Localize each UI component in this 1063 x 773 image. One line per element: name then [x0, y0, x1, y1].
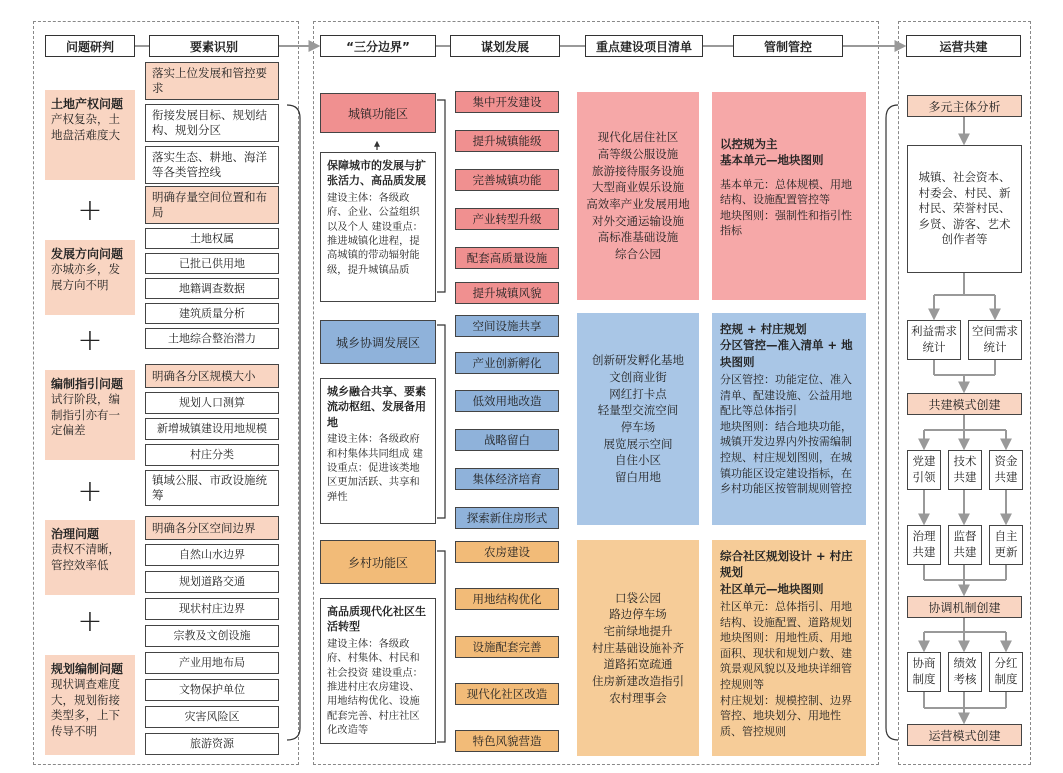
- project-item: 口袋公园: [615, 590, 661, 605]
- problem-title: 土地产权问题: [51, 97, 124, 111]
- project-item: 文创商业街: [609, 369, 667, 384]
- ops-subjects: 城镇、社会资本、村委会、村民、新村民、荣誉村民、乡贤、游客、艺术创作者等: [907, 145, 1022, 273]
- problem-guidance: [45, 370, 135, 460]
- ops-mode: 党建引领: [907, 450, 941, 490]
- project-item: 村庄基础设施补齐: [592, 640, 684, 655]
- action-item: 用地结构优化: [455, 588, 559, 610]
- ops-need-space: 空间需求统计: [968, 320, 1022, 360]
- problem-governance: [45, 520, 135, 595]
- control-title: 综合社区规划设计 + 村庄规划 社区单元—地块图则: [720, 549, 853, 596]
- plus-icon: +: [77, 193, 103, 228]
- element-group-head: 明确各分区规模大小: [145, 364, 279, 388]
- ops-mech: 分红制度: [989, 652, 1023, 692]
- element-item: 土地综合整治潜力: [145, 328, 279, 349]
- projects-urban: [577, 92, 699, 300]
- action-item: 配套高质量设施: [455, 247, 559, 269]
- problem-direction: [45, 240, 135, 315]
- zone-rural: 乡村功能区: [320, 540, 436, 584]
- project-item: 停车场: [620, 420, 656, 434]
- project-item: 现代化居住社区: [597, 130, 679, 145]
- plus-icon: +: [77, 323, 103, 358]
- control-title: 以控规为主 基本单元—地块图则: [720, 137, 824, 168]
- header-operation: 运营共建: [906, 35, 1021, 57]
- control-urban-rural: [712, 313, 866, 525]
- ops-ops-create: 运营模式创建: [907, 724, 1022, 746]
- zone-urban-desc: [320, 152, 436, 302]
- header-control: 管制管控: [733, 35, 843, 57]
- action-item: 现代化社区改造: [455, 683, 559, 705]
- problem-title: 治理问题: [51, 527, 100, 541]
- project-item: 农村理事会: [609, 690, 667, 705]
- project-item: 宅前绿地提升: [603, 623, 673, 638]
- element-item: 灾害风险区: [145, 706, 279, 728]
- problem-title: 编制指引问题: [51, 377, 124, 391]
- project-item: 高效率产业发展用地: [586, 197, 690, 211]
- ops-mode-create: 共建模式创建: [907, 393, 1022, 415]
- problem-text: 亦城亦乡，发展方向不明: [51, 262, 120, 292]
- action-item: 提升城镇风貌: [455, 282, 559, 304]
- projects-urban-rural: [577, 313, 699, 525]
- problem-text: 现状调查难度大，规划衔接类型多，上下传导不明: [51, 677, 120, 738]
- action-item: 提升城镇能级: [455, 130, 559, 152]
- element-group-head: 明确存量空间位置和布局: [145, 186, 279, 224]
- project-item: 大型商业娱乐设施: [592, 180, 684, 195]
- zone-desc-title: 城乡融合共享、要素流动枢纽、发展备用地: [327, 385, 426, 429]
- action-item: 特色风貌营造: [455, 730, 559, 752]
- action-item: 低效用地改造: [455, 390, 559, 412]
- element-item: 镇域公服、市政设施统筹: [145, 470, 279, 506]
- ops-mode: 技术共建: [948, 450, 982, 490]
- project-item: 轻量型交流空间: [597, 403, 679, 418]
- header-problem: 问题研判: [45, 35, 135, 57]
- zone-desc-title: 高品质现代化社区生活转型: [327, 605, 426, 634]
- ops-multi-subject: 多元主体分析: [907, 95, 1022, 117]
- control-rural: [712, 540, 866, 756]
- project-item: 旅游接待服务设施: [592, 163, 684, 178]
- ops-need-benefit: 利益需求统计: [907, 320, 961, 360]
- element-item: 产业用地布局: [145, 652, 279, 674]
- project-item: 留白用地: [615, 470, 661, 485]
- project-item: 道路拓宽疏通: [603, 657, 673, 672]
- plus-icon: +: [77, 604, 103, 639]
- problem-title: 发展方向问题: [51, 247, 124, 261]
- ops-coord-create: 协调机制创建: [907, 596, 1022, 618]
- control-urban: [712, 92, 866, 300]
- action-item: 产业转型升级: [455, 208, 559, 230]
- control-body: 基本单元：总体规模、用地结构、设施配置管控等 地块图则：强制性和指引性指标: [720, 177, 852, 238]
- project-item: 网红打卡点: [609, 386, 667, 401]
- zone-desc-body: 建设主体：各级政府和村集体共同组成 建设重点：促进该类地区更加活跃、共享和弹性: [327, 433, 423, 503]
- element-item: 自然山水边界: [145, 544, 279, 566]
- problem-land-rights: [45, 90, 135, 180]
- action-item: 农房建设: [455, 541, 559, 563]
- element-item: 落实生态、耕地、海洋等各类管控线: [145, 146, 279, 184]
- element-item: 规划道路交通: [145, 571, 279, 593]
- action-item: 集中开发建设: [455, 91, 559, 113]
- element-item: 村庄分类: [145, 444, 279, 466]
- projects-rural: [577, 540, 699, 756]
- project-item: 住房新建改造指引: [592, 674, 684, 688]
- ops-mode: 监督共建: [948, 525, 982, 565]
- project-item: 创新研发孵化基地: [592, 353, 684, 368]
- zone-rural-desc: [320, 598, 436, 744]
- header-elements: 要素识别: [149, 35, 279, 57]
- project-item: 自住小区: [615, 453, 661, 468]
- zone-urban-rural-desc: [320, 378, 436, 524]
- problem-text: 产权复杂，土地盘活难度大: [51, 112, 120, 142]
- project-item: 综合公园: [615, 247, 661, 262]
- element-item: 地籍调查数据: [145, 278, 279, 299]
- ops-mode: 治理共建: [907, 525, 941, 565]
- element-item: 土地权属: [145, 228, 279, 249]
- action-item: 产业创新孵化: [455, 352, 559, 374]
- project-item: 高等级公服设施: [597, 146, 679, 161]
- ops-mech: 绩效考核: [948, 652, 982, 692]
- action-item: 完善城镇功能: [455, 169, 559, 191]
- header-boundary: “三分边界”: [320, 35, 436, 57]
- problem-text: 责权不清晰，管控效率低: [51, 542, 120, 572]
- problem-title: 规划编制问题: [51, 662, 124, 676]
- element-item: 建筑质量分析: [145, 303, 279, 324]
- control-body: 社区单元：总体指引、用地结构、设施配置、道路规划 地块图则：用地性质、用地面积、现状和规划户数、建筑景观风貌以及地块详细管控规则等 村庄规划：规模控制、边界管控、地块划分、用地性质、管控规则: [720, 599, 852, 738]
- element-item: 规划人口测算: [145, 392, 279, 414]
- element-group-head: 明确各分区空间边界: [145, 516, 279, 540]
- header-projects: 重点建设项目清单: [585, 35, 703, 57]
- element-item: 旅游资源: [145, 733, 279, 755]
- problem-text: 试行阶段，编制指引亦有一定偏差: [51, 392, 120, 438]
- action-item: 探索新住房形式: [455, 507, 559, 529]
- header-planning: 谋划发展: [450, 35, 560, 57]
- zone-urban: 城镇功能区: [320, 93, 436, 133]
- project-item: 高标准基础设施: [597, 230, 679, 245]
- ops-mode: 资金共建: [989, 450, 1023, 490]
- zone-urban-rural: 城乡协调发展区: [320, 320, 436, 364]
- project-item: 对外交通运输设施: [592, 213, 684, 228]
- element-item: 衔接发展目标、规划结构、规划分区: [145, 104, 279, 142]
- zone-desc-title: 保障城市的发展与扩张活力、高品质发展: [327, 159, 426, 188]
- element-item: 新增城镇建设用地规模: [145, 418, 279, 440]
- zone-desc-body: 建设主体：各级政府、企业、公益组织以及个人 建设重点：推进城镇化进程，提高城镇的带动辐射能级，提升城镇品质: [327, 191, 423, 276]
- action-item: 空间设施共享: [455, 315, 559, 337]
- action-item: 集体经济培育: [455, 468, 559, 490]
- problem-planning: [45, 655, 135, 755]
- project-item: 路边停车场: [609, 607, 667, 622]
- control-title: 控规 + 村庄规划 分区管控—准入清单 + 地块图则: [720, 322, 853, 369]
- action-item: 战略留白: [455, 429, 559, 451]
- ops-mode: 自主更新: [989, 525, 1023, 565]
- element-item: 宗教及文创设施: [145, 625, 279, 647]
- element-group-head: 落实上位发展和管控要求: [145, 62, 279, 100]
- project-item: 展览展示空间: [603, 436, 673, 451]
- zone-desc-body: 建设主体：各级政府、村集体、村民和社会投资 建设重点：推进村庄农房建设、用地结构优化、设施配套完善、村庄社区化改造等: [327, 637, 423, 737]
- action-item: 设施配套完善: [455, 636, 559, 658]
- ops-mech: 协商制度: [907, 652, 941, 692]
- plus-icon: +: [77, 474, 103, 509]
- element-item: 文物保护单位: [145, 679, 279, 701]
- element-item: 已批已供用地: [145, 253, 279, 274]
- control-body: 分区管控：功能定位、准入清单、配建设施、公益用地配比等总体指引 地块图则：结合地块功能，城镇开发边界内外按需编制控规、村庄规划图则，在城镇功能区设定建设指标，在乡村功能区按管制规则管控: [720, 372, 852, 496]
- element-item: 现状村庄边界: [145, 598, 279, 620]
